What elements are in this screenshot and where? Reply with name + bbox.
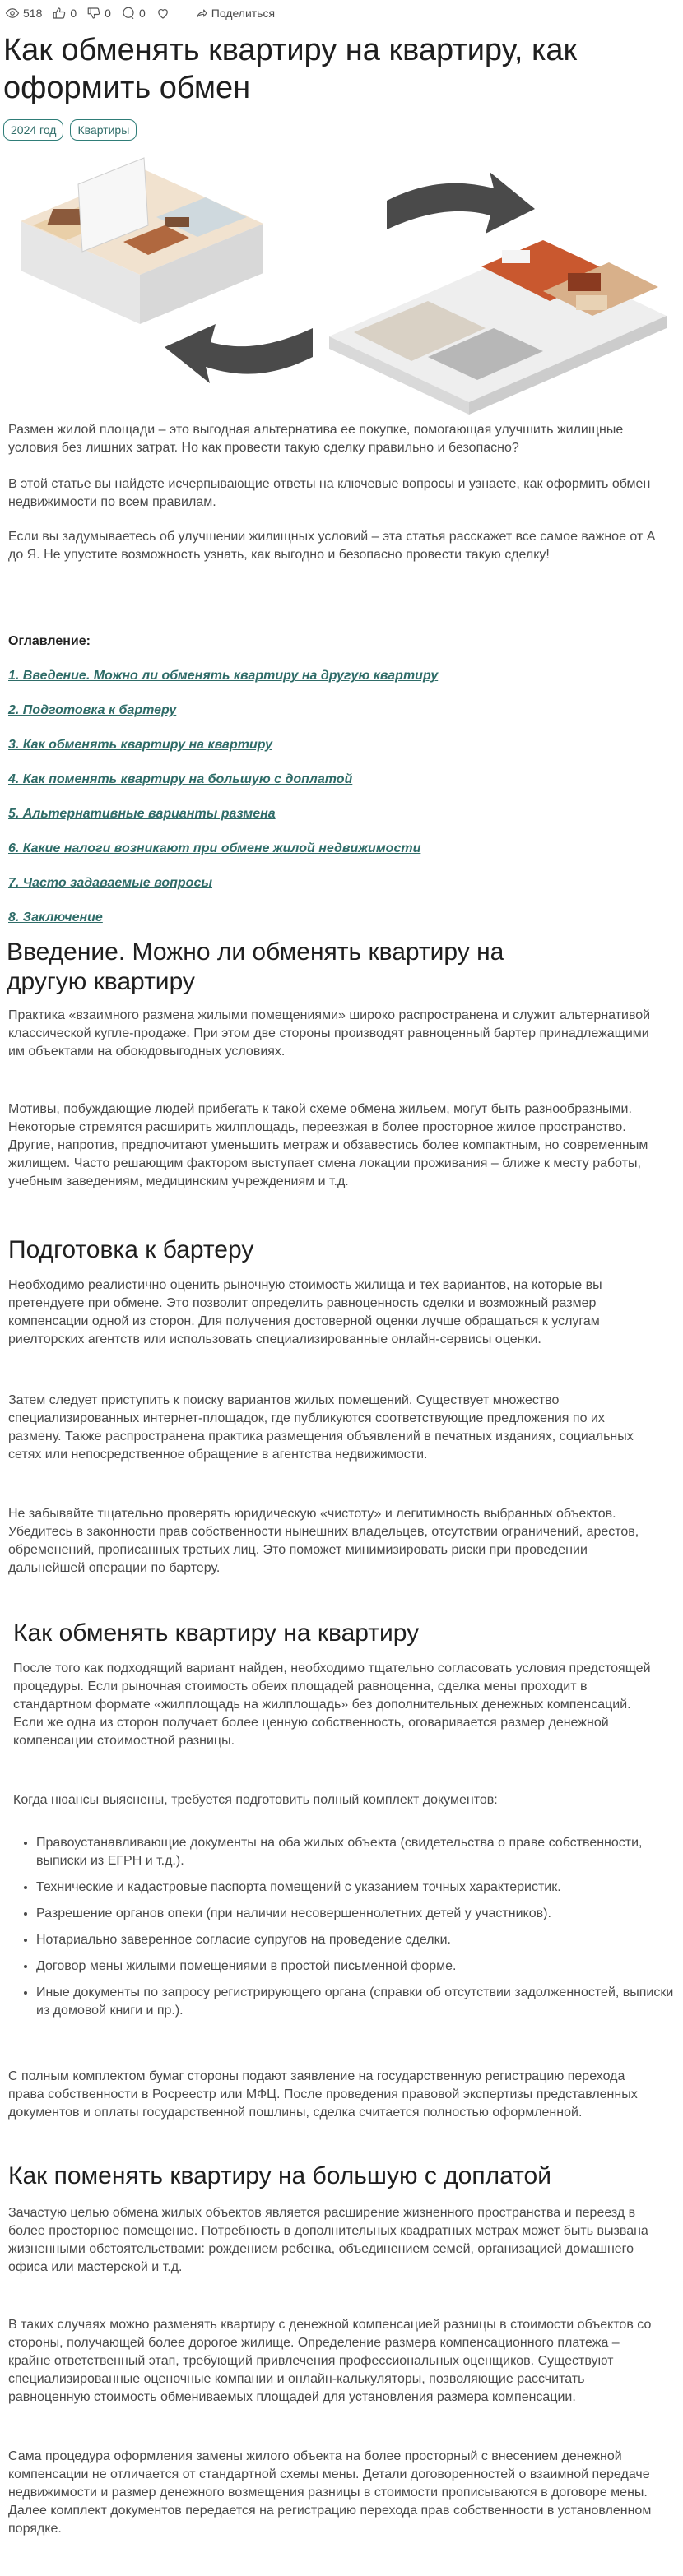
bigger-paragraph-1: Зачастую целью обмена жилых объектов является расширение жизненного пространства и переезд в более просторное помещение. Потребность в дополнительных квадратных метрах может быть вызвана жизненными обстоятельствами: рождением ребенка, объединением семей, организацией домашнего офиса или мастерской и т.д. xyxy=(8,2206,648,2274)
tag-list xyxy=(3,119,143,141)
toc-link-4[interactable]: 4. Как поменять квартиру на большую с доплатой xyxy=(8,772,353,786)
intro-section-paragraph-1: Практика «взаимного размена жилыми помещениями» широко распространена и служит альтернативой классической купле-продаже. При этом две стороны производят равноценный бартер принадлежащими им объектами на обоюдовыгодных условиях. xyxy=(8,1008,651,1059)
exchange-paragraph-after: С полным комплектом бумаг стороны подают заявление на государственную регистрацию перехода права собственности в Росреестр или МФЦ. После проведения правовой экспертизы представленных документов и оплаты государственной пошлины, сделка считается полностью оформленной. xyxy=(8,2069,638,2120)
views-count: 518 xyxy=(23,7,43,20)
hero-illustration xyxy=(0,151,683,416)
eye-icon xyxy=(5,6,20,21)
comments-button[interactable] xyxy=(121,6,146,21)
tag-apartments[interactable]: Квартиры xyxy=(70,119,137,141)
list-item: • Иные документы по запросу регистрирующего органа (справки об отсутствии задолженностей, выписки из домовой книги и пр.). xyxy=(36,1984,678,2020)
share-label: Поделиться xyxy=(211,7,276,20)
list-item: • Разрешение органов опеки (при наличии несовершеннолетних детей у участников). xyxy=(36,1905,678,1923)
toc-link-8[interactable]: 8. Заключение xyxy=(8,910,103,924)
section-heading-exchange: Как обменять квартиру на квартиру xyxy=(13,1619,420,1647)
share-button[interactable] xyxy=(195,7,275,20)
toc-link-3[interactable]: 3. Как обменять квартиру на квартиру xyxy=(8,738,272,752)
prep-paragraph-3: Не забывайте тщательно проверять юридическую «чистоту» и легитимность выбранных объектов. Убедитесь в законности прав собственности нынешних владельцев, отсутствии ограничений, арестов, обременений, прописанных третьих лиц. Это поможет минимизировать риски при проведении дальнейшей операции по бартеру. xyxy=(8,1507,639,1575)
prep-paragraph-2: Затем следует приступить к поиску вариантов жилых помещений. Существует множество специализированных интернет-площадок, где публикуются соответствующие предложения по их размену. Также распространена практика размещения объявлений в печатных изданиях, социальных сетях или непосредственное обращение в агентства недвижимости. xyxy=(8,1393,634,1462)
intro-paragraph-2: В этой статье вы найдете исчерпывающие ответы на ключевые вопросы и узнаете, как оформить обмен недвижимости по всем правилам. xyxy=(8,477,651,509)
toc-link-2[interactable]: 2. Подготовка к бартеру xyxy=(8,703,177,717)
toc-link-6[interactable]: 6. Какие налоги возникают при обмене жилой недвижимости xyxy=(8,841,421,855)
prep-paragraph-1: Необходимо реалистично оценить рыночную стоимость жилища и тех вариантов, на которые вы претендуете при обмене. Это позволит определить равноценность сделки и возможный размер компенсации одной из сторон. Для получения достоверной оценки лучше обращаться к услугам риелторских агентств или использовать специализированные онлайн-сервисы оценки. xyxy=(8,1278,602,1346)
comments-count: 0 xyxy=(138,7,146,20)
list-item: • Правоустанавливающие документы на оба жилых объекта (свидетельства о праве собственности, выписки из ЕГРН и т.д.). xyxy=(36,1834,678,1870)
toc-link-1[interactable]: 1. Введение. Можно ли обменять квартиру на другую квартиру xyxy=(8,669,439,683)
favorite-button[interactable] xyxy=(156,6,174,21)
intro-paragraph-3: Если вы задумываетесь об улучшении жилищных условий – эта статья расскажет все самое важное от А до Я. Не упустите возможность узнать, как выгодно и безопасно провести такую сделку! xyxy=(8,530,656,562)
thumbs-down-icon xyxy=(86,6,101,21)
toc-link-5[interactable]: 5. Альтернативные варианты размена xyxy=(8,807,276,821)
bigger-paragraph-3: Сама процедура оформления замены жилого объекта на более просторный с внесением денежной компенсации не отличается от стандартной схемы мены. Детали договоренностей о взаимной передаче недвижимости и размер денежного возмещения разницы в стоимости прописываются в договоре мены. Далее комплект документов передается на регистрацию перехода прав собственности в установленном порядке. xyxy=(8,2449,652,2536)
section-heading-intro: Введение. Можно ли обменять квартиру на другую квартиру xyxy=(7,938,504,995)
article-title: Как обменять квартиру на квартиру, как оформить обмен xyxy=(3,33,578,105)
thumbs-up-icon xyxy=(52,6,67,21)
small-apartment-model xyxy=(21,158,263,324)
exchange-paragraph-2: Когда нюансы выяснены, требуется подготовить полный комплект документов: xyxy=(13,1793,498,1807)
bigger-paragraph-2: В таких случаях можно разменять квартиру с денежной компенсацией разницы в стоимости объектов со стороны, получающей более дорогое жилище. Определение размера компенсационного платежа – крайне ответственный этап, требующий привлечения профессиональных оценщиков. Существуют специализированные оценочные компании и онлайн-калькуляторы, позволяющие рассчитать равноценную стоимость обмениваемых площадей для установления размера компенсации. xyxy=(8,2318,652,2404)
dislikes-count: 0 xyxy=(105,7,111,20)
views-counter xyxy=(5,6,42,21)
intro-paragraph-1: Размен жилой площади – это выгодная альтернатива ее покупке, помогающая улучшить жилищные условия без лишних затрат. Но как провести такую сделку правильно и безопасно? xyxy=(8,423,624,455)
comment-icon xyxy=(121,6,136,21)
toc-link-7[interactable]: 7. Часто задаваемые вопросы xyxy=(8,876,213,890)
article-stats-bar xyxy=(5,5,275,21)
large-apartment-model xyxy=(329,240,667,415)
list-item: • Договор мены жилыми помещениями в простой письменной форме. xyxy=(36,1957,678,1976)
heart-icon xyxy=(156,6,170,21)
exchange-paragraph-1: После того как подходящий вариант найден, необходимо тщательно согласовать условия предстоящей процедуры. Если рыночная стоимость обеих площадей равноценна, сделка мены проходит в стандартном формате «жилплощадь на жилплощадь» без дополнительных денежных компенсаций. Если же одна из сторон получает более ценную собственность, оговаривается размер денежной компенсации стоимостной разницы. xyxy=(13,1661,651,1748)
documents-list xyxy=(18,1834,678,2028)
section-heading-prep: Подготовка к бартеру xyxy=(8,1236,254,1263)
share-arrow-icon xyxy=(195,7,208,20)
like-button[interactable] xyxy=(52,6,77,21)
toc-title: Оглавление: xyxy=(8,634,91,648)
section-heading-bigger: Как поменять квартиру на большую с доплатой xyxy=(8,2162,551,2189)
dislike-button[interactable] xyxy=(86,6,111,21)
list-item: • Нотариально заверенное согласие супругов на проведение сделки. xyxy=(36,1931,678,1949)
intro-section-paragraph-2: Мотивы, побуждающие людей прибегать к такой схеме обмена жильем, могут быть разнообразными. Некоторые стремятся расширить жилплощадь, переезжая в более просторное жилое пространство. Другие, напротив, предпочитают уменьшить метраж и обзавестись более компактным, но современным жилищем. Часто решающим фактором выступает смена локации проживания – ближе к месту работы, учебным заведениям, медицинским учреждениям и т.д. xyxy=(8,1102,648,1188)
list-item: • Технические и кадастровые паспорта помещений с указанием точных характеристик. xyxy=(36,1879,678,1897)
tag-year[interactable]: 2024 год xyxy=(3,119,63,141)
likes-count: 0 xyxy=(70,7,77,20)
